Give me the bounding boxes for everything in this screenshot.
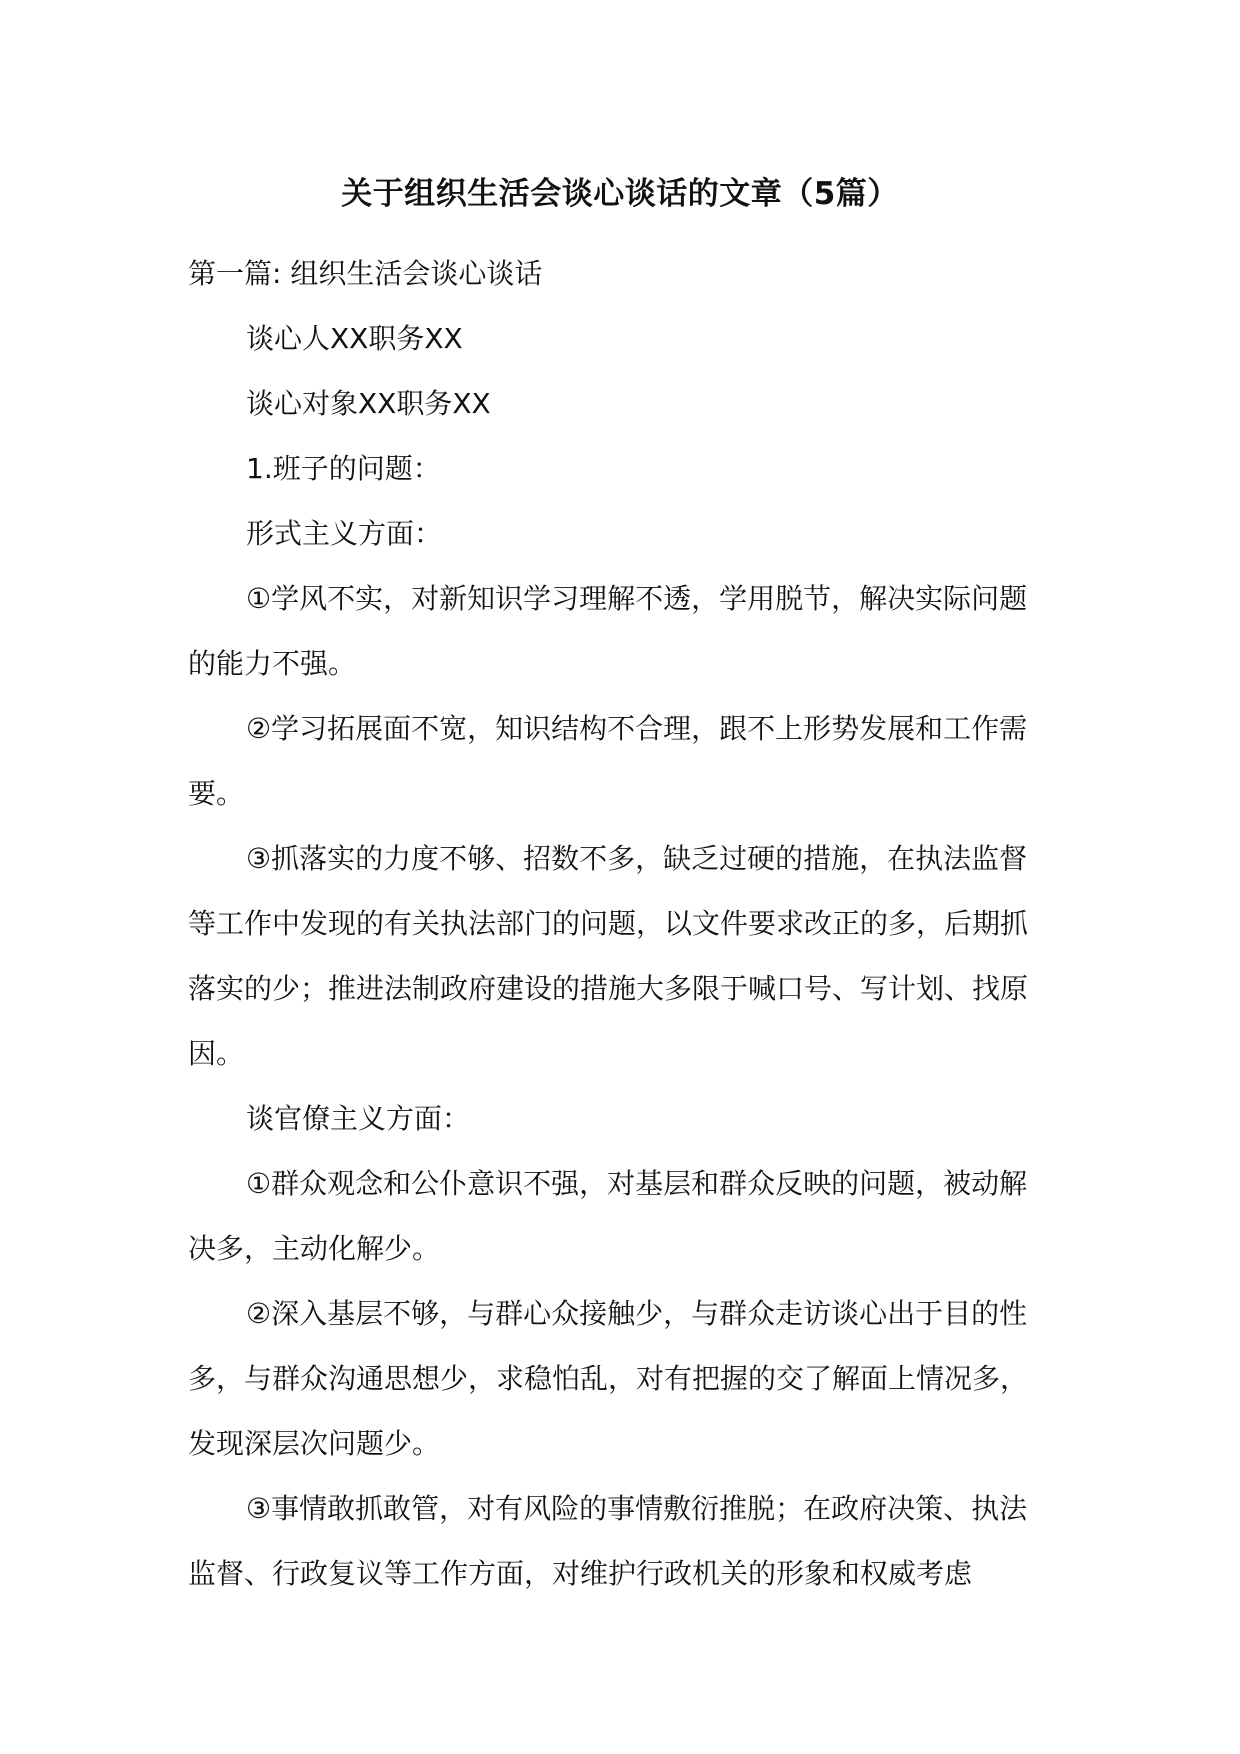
paragraph-formalism-heading: 形式主义方面： bbox=[246, 517, 443, 550]
paragraph-bureaucracy-1: ①群众观念和公仆意识不强，对基层和群众反映的问题，被动解决多，主动化解少。 bbox=[188, 1167, 1028, 1265]
document-body bbox=[188, 241, 1052, 1606]
document-title: 关于组织生活会谈心谈话的文章（5篇） bbox=[341, 176, 899, 212]
paragraph-talk-target: 谈心对象XX职务XX bbox=[246, 387, 491, 420]
paragraph-team-issues-heading: 1.班子的问题： bbox=[246, 452, 441, 485]
paragraph-talker: 谈心人XX职务XX bbox=[246, 322, 463, 355]
paragraph-formalism-3: ③抓落实的力度不够、招数不多，缺乏过硬的措施，在执法监督等工作中发现的有关执法部门的问题，以文件要求改正的多，后期抓落实的少；推进法制政府建设的措施大多限于喊口号、写计划、找原因。 bbox=[188, 842, 1029, 1070]
paragraph-formalism-2: ②学习拓展面不宽，知识结构不合理，跟不上形势发展和工作需要。 bbox=[188, 712, 1028, 810]
paragraph-bureaucracy-heading: 谈官僚主义方面： bbox=[246, 1102, 471, 1135]
section-heading: 第一篇: 组织生活会谈心谈话 bbox=[188, 257, 543, 290]
paragraph-bureaucracy-3: ③事情敢抓敢管，对有风险的事情敷衍推脱；在政府决策、执法监督、行政复议等工作方面，对维护行政机关的形象和权威考虑 bbox=[188, 1492, 1028, 1590]
paragraph-formalism-1: ①学风不实，对新知识学习理解不透，学用脱节，解决实际问题的能力不强。 bbox=[188, 582, 1028, 680]
paragraph-bureaucracy-2: ②深入基层不够，与群心众接触少，与群众走访谈心出于目的性多，与群众沟通思想少，求稳怕乱，对有把握的交了解面上情况多，发现深层次问题少。 bbox=[188, 1297, 1029, 1460]
